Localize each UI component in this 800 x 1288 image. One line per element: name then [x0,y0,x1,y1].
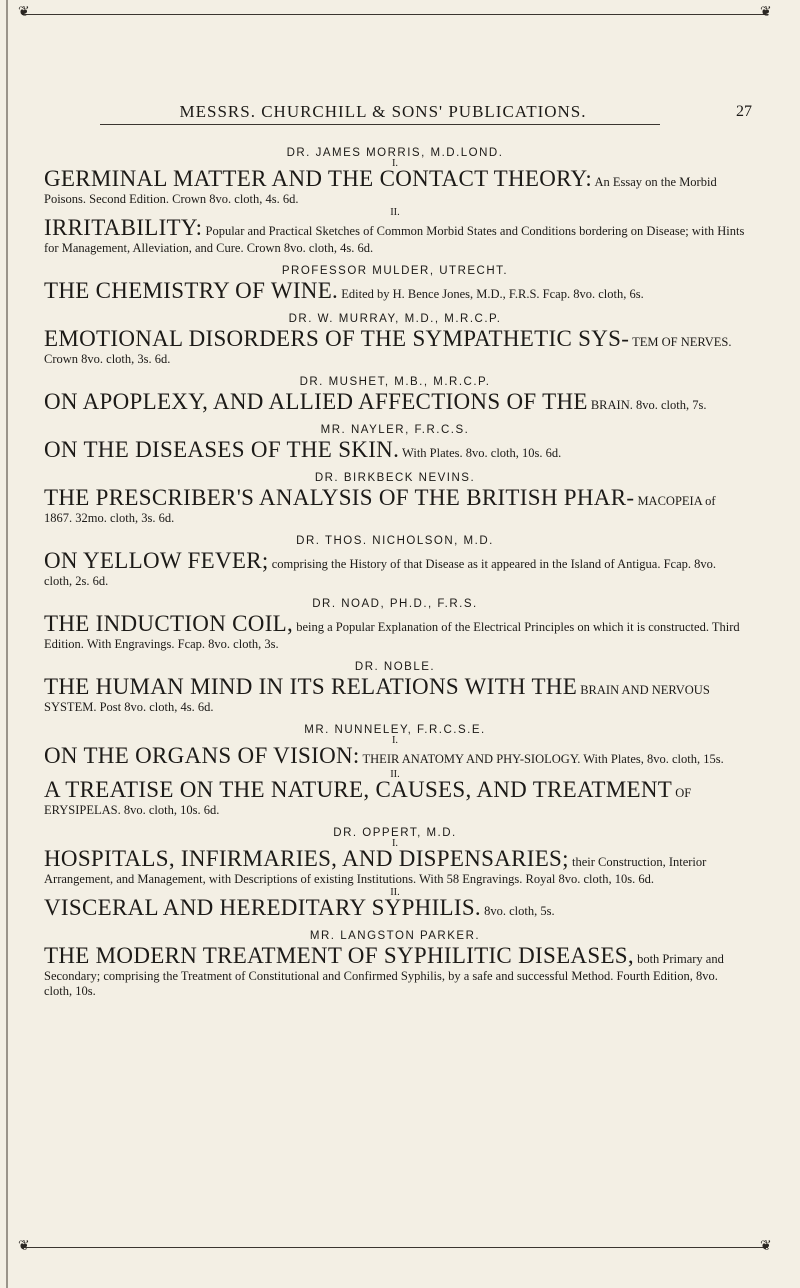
author-heading: MR. NAYLER, F.R.C.S. [320,424,470,436]
publication-title: ON THE ORGANS OF VISION: [44,743,360,768]
publication-entry [44,389,746,415]
publication-description: TEM OF NERVES. Crown 8vo. cloth, 3s. 6d. [44,335,732,366]
publication-entry [44,895,746,921]
author-heading: DR. BIRKBECK NEVINS. [314,472,476,484]
publication-description: being a Popular Explanation of the Electrical Principles on which it is constructed. Third Edition. With Engravings. Fcap. 8vo. cloth, 3s. [44,620,740,651]
publication-description: OF ERYSIPELAS. 8vo. cloth, 10s. 6d. [44,786,692,817]
publication-entry [44,548,746,589]
corner-ornament-icon: ❦ [18,1238,30,1254]
publication-description: 8vo. cloth, 5s. [484,904,555,918]
author-heading: DR. THOS. NICHOLSON, M.D. [296,535,494,547]
entry-number: I. [391,838,399,849]
publication-description: both Primary and Secondary; comprising the Treatment of Constitutional and Confirmed Syphilis, by a safe and successful Method. Fourth Edition, 8vo. cloth, 10s. [44,952,724,998]
entry-number: I. [391,735,399,746]
author-heading: DR. OPPERT, M.D. [333,827,457,839]
publication-entry [44,674,746,715]
publication-entry [44,743,746,769]
author-heading: DR. MUSHET, M.B., M.R.C.P. [299,376,491,388]
publication-description: Popular and Practical Sketches of Common Morbid States and Conditions bordering on Disease; with Hints for Management, Alleviation, and Cure. Crown 8vo. cloth, 4s. 6d. [44,224,745,255]
catalogue-listing [44,138,746,1001]
publication-entry [44,326,746,367]
publication-title: ON THE DISEASES OF THE SKIN. [44,437,400,462]
publication-entry [44,166,746,207]
publication-title: IRRITABILITY: [44,215,203,240]
publication-title: ON YELLOW FEVER; [44,548,269,573]
entry-number: II. [390,887,400,898]
publication-title: THE HUMAN MIND IN ITS RELATIONS WITH THE [44,674,578,699]
publication-entry [44,777,746,818]
author-heading: MR. NUNNELEY, F.R.C.S.E. [304,724,486,736]
publication-title: THE PRESCRIBER'S ANALYSIS OF THE BRITISH PHAR- [44,485,635,510]
publication-entry [44,611,746,652]
author-heading: DR. JAMES MORRIS, M.D.LOND. [286,147,504,159]
author-heading: DR. NOBLE. [354,661,436,673]
corner-ornament-icon: ❦ [760,1238,772,1254]
entry-number: II. [390,769,400,780]
header-rule [100,124,660,126]
page-header [30,100,770,124]
publication-description: BRAIN. 8vo. cloth, 7s. [590,398,707,412]
publication-description: With Plates. 8vo. cloth, 10s. 6d. [402,446,562,460]
corner-ornament-icon: ❦ [760,4,772,20]
running-title: MESSRS. CHURCHILL & SONS' PUBLICATIONS. [179,102,587,121]
top-ornamental-rule [22,14,768,16]
publication-description: BRAIN AND NERVOUS SYSTEM. Post 8vo. cloth, 4s. 6d. [44,683,710,714]
publication-title: GERMINAL MATTER AND THE CONTACT THEORY: [44,166,593,191]
bottom-ornamental-rule [22,1247,768,1249]
publication-title: THE CHEMISTRY OF WINE. [44,278,339,303]
publication-title: ON APOPLEXY, AND ALLIED AFFECTIONS OF THE [44,389,588,414]
publication-entry [44,437,746,463]
author-heading: DR. NOAD, PH.D., F.R.S. [312,598,478,610]
publication-entry [44,485,746,526]
page-edge-line [6,0,8,1288]
publication-entry [44,278,746,304]
publication-entry [44,846,746,887]
entry-number: II. [390,207,400,218]
publication-description: An Essay on the Morbid Poisons. Second Edition. Crown 8vo. cloth, 4s. 6d. [44,175,717,206]
corner-ornament-icon: ❦ [18,4,30,20]
publication-entry [44,943,746,999]
author-heading: DR. W. MURRAY, M.D., M.R.C.P. [288,313,502,325]
publication-title: A TREATISE ON THE NATURE, CAUSES, AND TREATMENT [44,777,673,802]
author-heading: MR. LANGSTON PARKER. [309,930,481,942]
entry-number: I. [391,158,399,169]
publication-description: Edited by H. Bence Jones, M.D., F.R.S. Fcap. 8vo. cloth, 6s. [341,287,644,301]
author-heading: PROFESSOR MULDER, UTRECHT. [281,265,509,277]
publication-description: MACOPEIA of 1867. 32mo. cloth, 3s. 6d. [44,494,716,525]
publication-description: THEIR ANATOMY AND PHY-SIOLOGY. With Plates, 8vo. cloth, 15s. [362,752,724,766]
publication-description: comprising the History of that Disease as it appeared in the Island of Antigua. Fcap. 8vo. cloth, 2s. 6d. [44,557,717,588]
publication-description: their Construction, Interior Arrangement, and Management, with Descriptions of existing Institutions. With 58 Engravings. Royal 8vo. cloth, 10s. 6d. [44,855,707,886]
page-number: 27 [736,103,752,120]
publication-title: THE INDUCTION COIL, [44,611,294,636]
publication-title: HOSPITALS, INFIRMARIES, AND DISPENSARIES; [44,846,569,871]
publication-title: VISCERAL AND HEREDITARY SYPHILIS. [44,895,481,920]
publication-title: EMOTIONAL DISORDERS OF THE SYMPATHETIC SYS- [44,326,630,351]
publication-title: THE MODERN TREATMENT OF SYPHILITIC DISEASES, [44,943,634,968]
publication-entry [44,215,746,256]
